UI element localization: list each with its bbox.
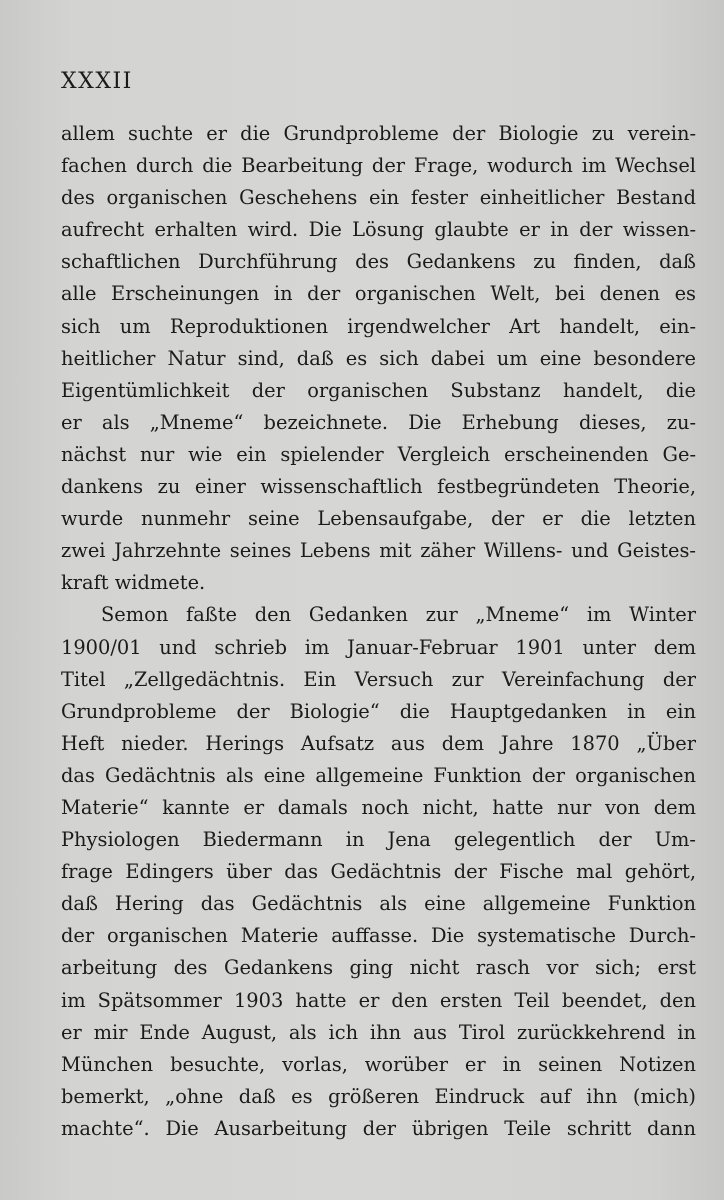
text-line: machte“. Die Ausarbeitung der übrigen Teile schritt dann bbox=[61, 1116, 696, 1140]
text-line: 1900/01 und schrieb im Januar-Februar 1901 unter dem bbox=[61, 635, 696, 659]
text-line: frage Edingers über das Gedächtnis der Fische mal gehört, bbox=[61, 860, 696, 884]
body-text bbox=[61, 118, 696, 1145]
text-line: dankens zu einer wissenschaftlich festbegründeten Theorie, bbox=[61, 475, 696, 499]
text-line: er als „Mneme“ bezeichnete. Die Erhebung dieses, zu- bbox=[61, 410, 696, 434]
text-line: Heft nieder. Herings Aufsatz aus dem Jahre 1870 „Über bbox=[61, 731, 696, 755]
text-line: fachen durch die Bearbeitung der Frage, wodurch im Wechsel bbox=[61, 154, 696, 178]
text-line: Titel „Zellgedächtnis. Ein Versuch zur Vereinfachung der bbox=[61, 667, 696, 691]
page-number: XXXII bbox=[61, 69, 133, 94]
text-line: alle Erscheinungen in der organischen Welt, bei denen es bbox=[61, 282, 696, 306]
text-line: arbeitung des Gedankens ging nicht rasch vor sich; erst bbox=[61, 956, 696, 980]
text-line: schaftlichen Durchführung des Gedankens zu finden, daß bbox=[61, 250, 696, 274]
text-line: heitlicher Natur sind, daß es sich dabei um eine besondere bbox=[61, 346, 696, 370]
text-line: München besuchte, vorlas, worüber er in seinen Notizen bbox=[61, 1052, 696, 1076]
text-line: Eigentümlichkeit der organischen Substanz handelt, die bbox=[61, 378, 696, 402]
text-line: er mir Ende August, als ich ihn aus Tirol zurückkehrend in bbox=[61, 1020, 696, 1044]
text-line: der organischen Materie auffasse. Die systematische Durch- bbox=[61, 924, 696, 948]
text-line: aufrecht erhalten wird. Die Lösung glaubte er in der wissen- bbox=[61, 218, 696, 242]
text-line: wurde nunmehr seine Lebensaufgabe, der er die letzten bbox=[61, 507, 696, 531]
text-line: sich um Reproduktionen irgendwelcher Art handelt, ein- bbox=[61, 314, 696, 338]
text-line: des organischen Geschehens ein fester einheitlicher Bestand bbox=[61, 186, 696, 210]
text-line: nächst nur wie ein spielender Vergleich erscheinenden Ge- bbox=[61, 442, 696, 466]
text-line: Physiologen Biedermann in Jena gelegentlich der Um- bbox=[61, 828, 696, 852]
text-line: zwei Jahrzehnte seines Lebens mit zäher Willens- und Geistes- bbox=[61, 539, 696, 563]
text-line: daß Hering das Gedächtnis als eine allgemeine Funktion bbox=[61, 892, 696, 916]
text-line: Grundprobleme der Biologie“ die Hauptgedanken in ein bbox=[61, 699, 696, 723]
text-line: Materie“ kannte er damals noch nicht, hatte nur von dem bbox=[61, 795, 696, 819]
text-line: bemerkt, „ohne daß es größeren Eindruck auf ihn (mich) bbox=[61, 1084, 696, 1108]
text-line: allem suchte er die Grundprobleme der Biologie zu verein- bbox=[61, 122, 696, 145]
paragraph-end-line: kraft widmete. bbox=[61, 571, 206, 595]
text-line: im Spätsommer 1903 hatte er den ersten Teil beendet, den bbox=[61, 988, 696, 1012]
paragraph-start-line: Semon faßte den Gedanken zur „Mneme“ im Winter bbox=[101, 603, 696, 627]
text-line: das Gedächtnis als eine allgemeine Funktion der organischen bbox=[61, 763, 696, 787]
